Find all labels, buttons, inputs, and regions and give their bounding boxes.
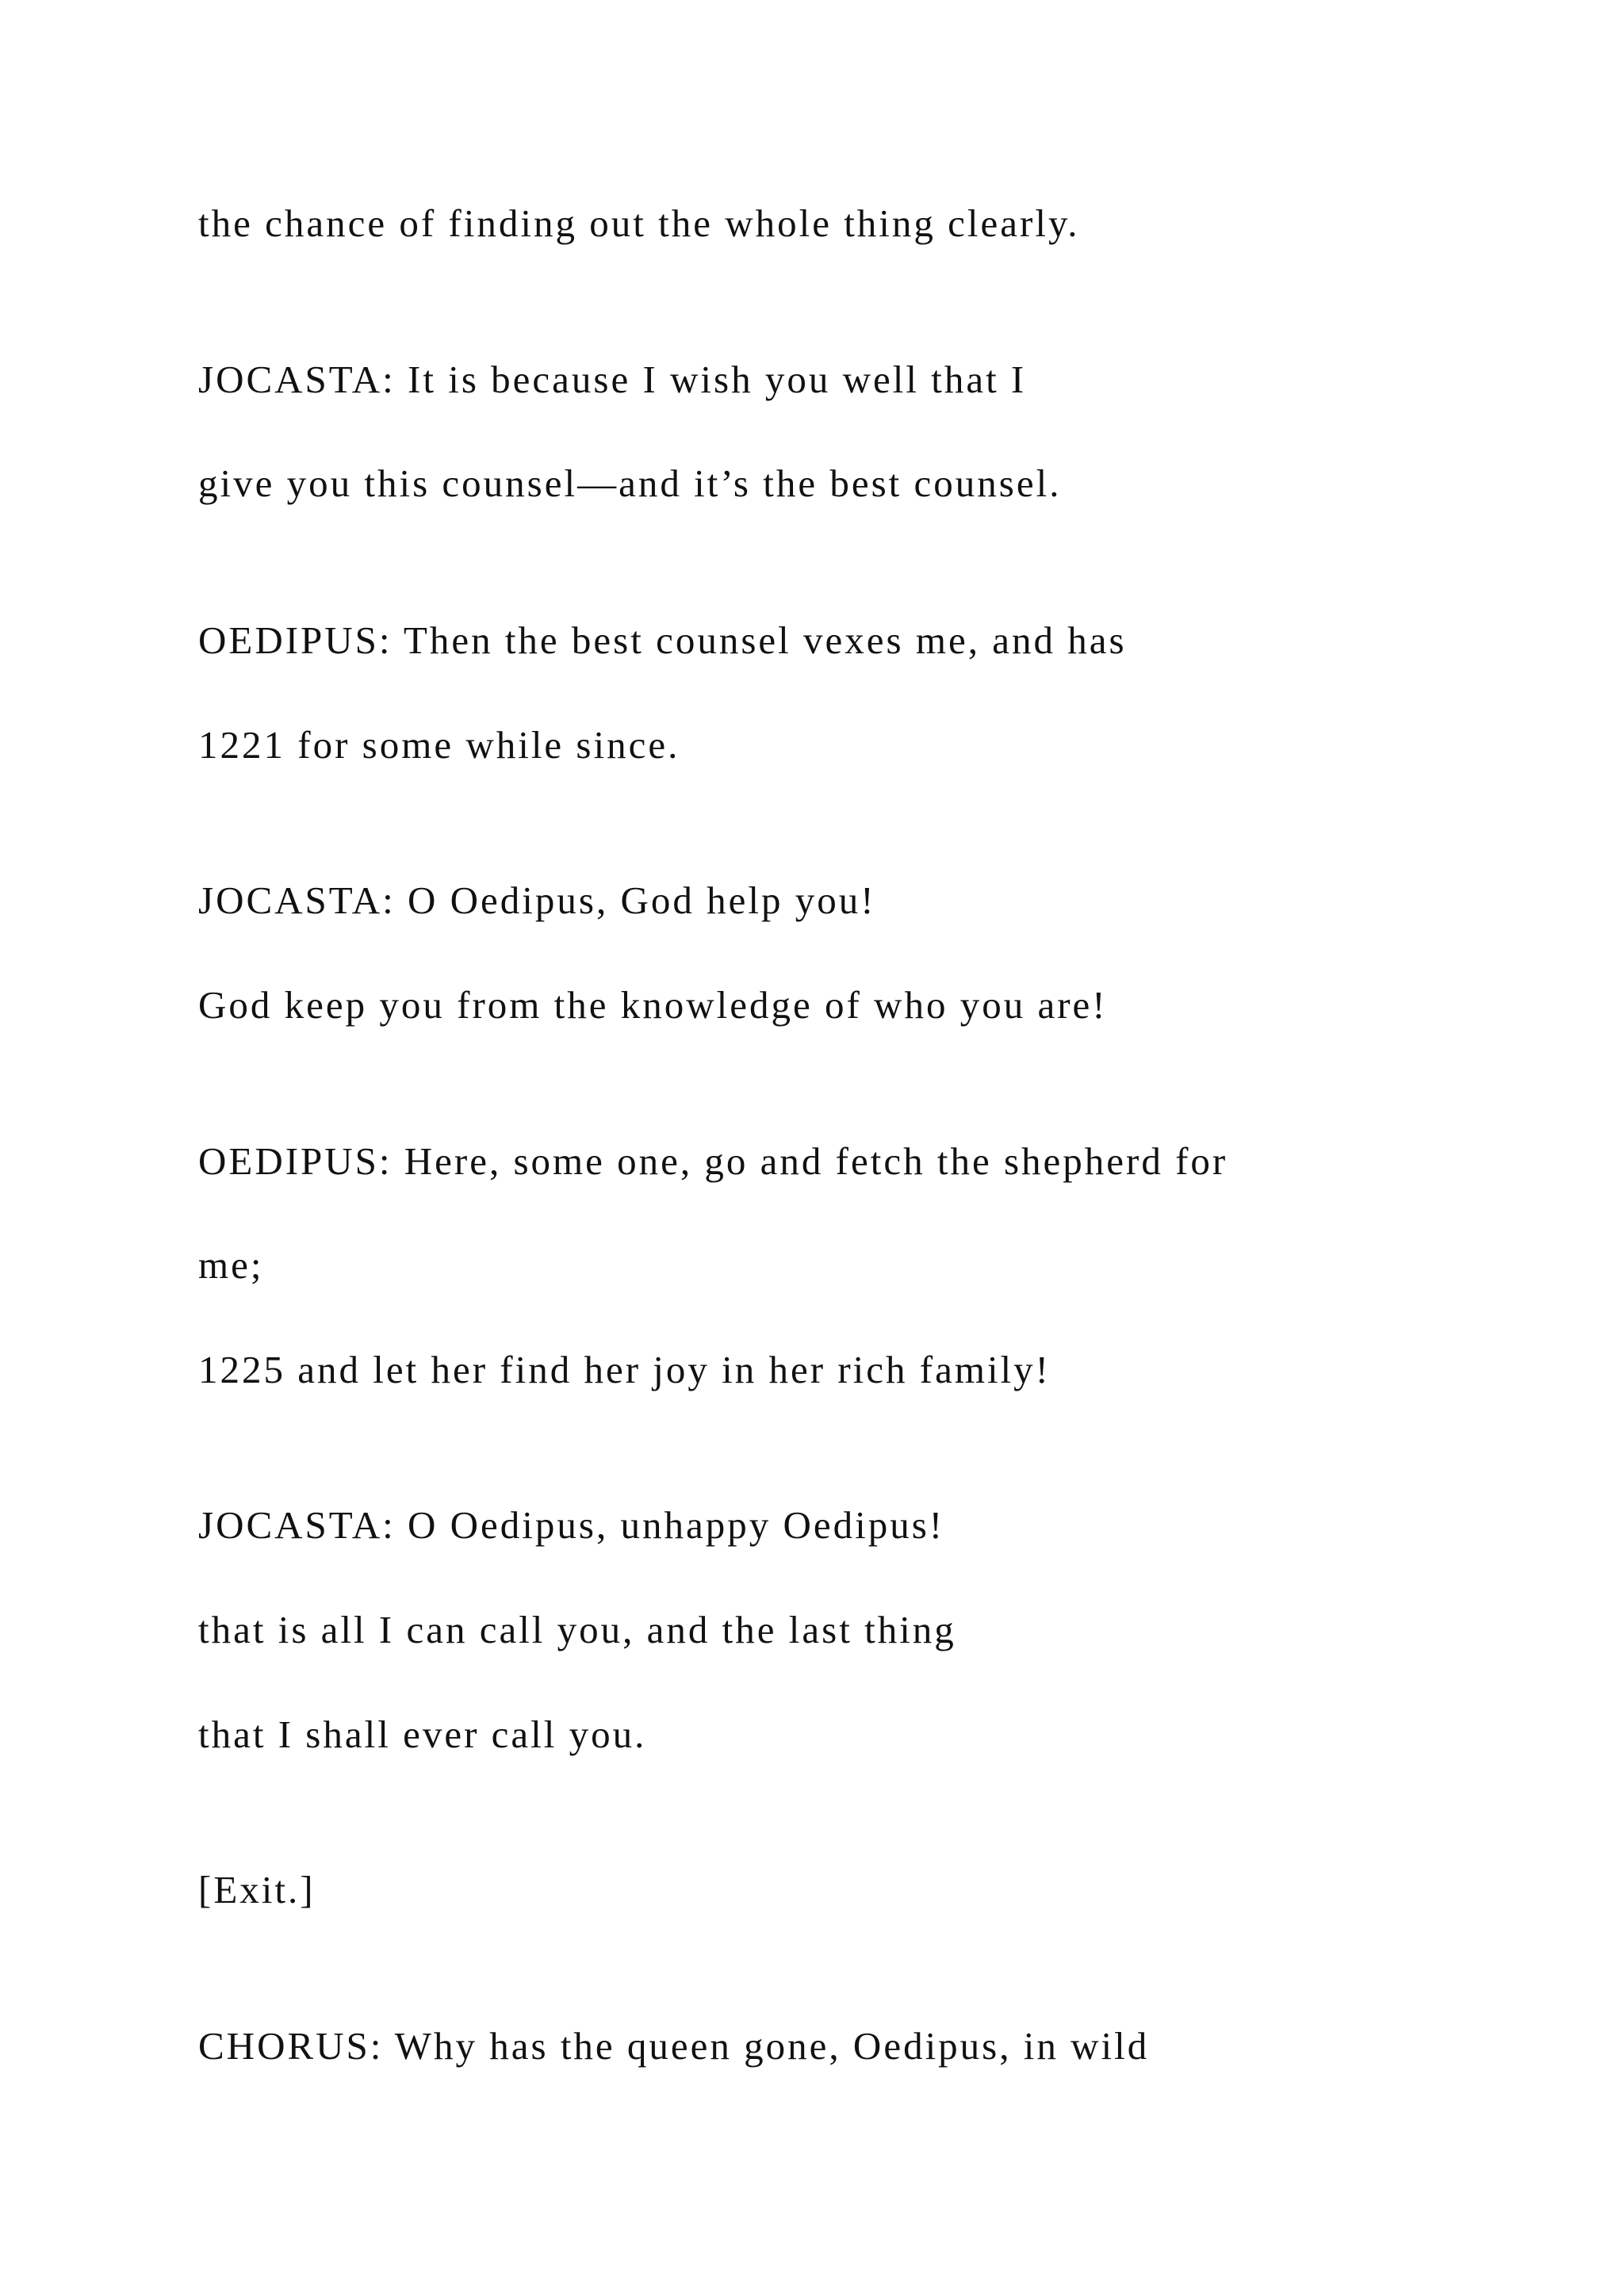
text-line: OEDIPUS: Here, some one, go and fetch the shepherd for [198, 1139, 1228, 1183]
text-line: 1225 and let her find her joy in her rich family! [198, 1348, 1051, 1391]
text-line: give you this counsel—and it’s the best counsel. [198, 461, 1062, 505]
text-line: JOCASTA: It is because I wish you well that I [198, 358, 1027, 401]
text-line: me; [198, 1243, 264, 1287]
text-line: 1221 for some while since. [198, 723, 680, 767]
text-line: that I shall ever call you. [198, 1712, 647, 1756]
stage-direction: [Exit.] [198, 1868, 316, 1911]
text-line: JOCASTA: O Oedipus, God help you! [198, 878, 876, 922]
text-line: OEDIPUS: Then the best counsel vexes me, and has [198, 618, 1127, 662]
text-line: the chance of finding out the whole thing clearly. [198, 201, 1080, 245]
text-line: God keep you from the knowledge of who you are! [198, 983, 1108, 1027]
text-line: CHORUS: Why has the queen gone, Oedipus, in wild [198, 2024, 1150, 2068]
text-line: that is all I can call you, and the last thing [198, 1608, 956, 1651]
text-line: JOCASTA: O Oedipus, unhappy Oedipus! [198, 1503, 945, 1547]
